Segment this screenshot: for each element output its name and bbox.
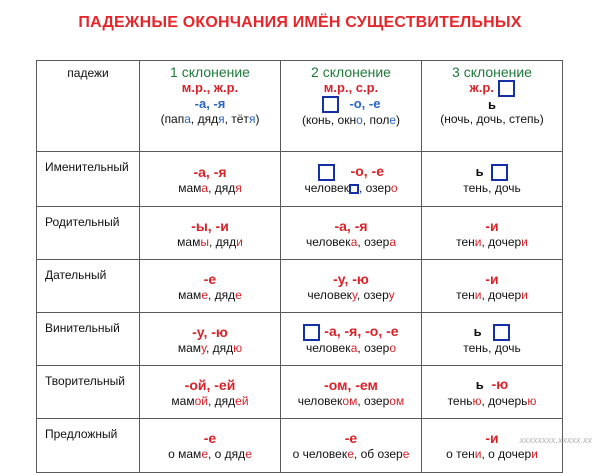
zero-ending-square-icon — [349, 184, 359, 194]
header-row — [37, 61, 563, 152]
decl-gender: ж.р. — [422, 80, 562, 97]
table-row — [37, 366, 563, 419]
ending-cell: -о, -е человек , озеро — [281, 152, 422, 207]
decl-example: (ночь, дочь, степь) — [440, 112, 544, 127]
decl-endings: -о, -е — [281, 96, 421, 113]
header-decl-2 — [281, 61, 422, 152]
decl-name: 3 склонение — [452, 64, 532, 80]
case-name: Дательный — [37, 260, 140, 313]
header-cases: падежи — [37, 61, 140, 152]
table-row — [37, 207, 563, 260]
decl-name: 1 склонение — [170, 64, 250, 80]
decl-gender: м.р., с.р. — [323, 80, 379, 95]
header-decl-3 — [422, 61, 563, 152]
zero-ending-square-icon — [498, 80, 515, 97]
zero-ending-square-icon — [318, 164, 335, 181]
ending-cell: -у, -ю маму, дядю — [140, 313, 281, 366]
decl-example: (папа, дядя, тётя) — [160, 112, 260, 126]
header-decl-1 — [140, 61, 281, 152]
page-title: ПАДЕЖНЫЕ ОКОНЧАНИЯ ИМЁН СУЩЕСТВИТЕЛЬНЫХ — [78, 14, 522, 31]
ending-cell: -ом, -ем человеком, озером — [281, 366, 422, 419]
ending-cell: -а, -я, -о, -е человека, озеро — [281, 313, 422, 366]
case-name: Предложный — [37, 419, 140, 473]
ending-cell: -и тени, дочери — [422, 207, 563, 260]
ending-cell: -и о тени, о дочери — [422, 419, 563, 473]
ending-cell: ь тень, дочь — [422, 313, 563, 366]
case-name: Винительный — [37, 313, 140, 366]
ending-cell: ь тень, дочь — [422, 152, 563, 207]
ending-cell: -ой, -ей мамой, дядей — [140, 366, 281, 419]
ending-cell: -и тени, дочери — [422, 260, 563, 313]
case-name: Родительный — [37, 207, 140, 260]
zero-ending-square-icon — [493, 324, 510, 341]
ending-cell: -е о маме, о дяде — [140, 419, 281, 473]
ending-cell: -а, -я мама, дядя — [140, 152, 281, 207]
table-row — [37, 419, 563, 473]
zero-ending-square-icon — [303, 324, 320, 341]
case-name: Творительный — [37, 366, 140, 419]
table-row — [37, 260, 563, 313]
table-row — [37, 313, 563, 366]
decl-endings: -а, -я — [194, 96, 226, 111]
decl-gender: м.р., ж.р. — [181, 80, 239, 95]
case-name: Именительный — [37, 152, 140, 207]
zero-ending-square-icon — [491, 164, 508, 181]
table-row — [37, 152, 563, 207]
watermark: xxxxxxxx.xxxxx.xx — [519, 435, 592, 445]
zero-ending-square-icon — [322, 96, 339, 113]
ending-cell: ь -ю тенью, дочерью — [422, 366, 563, 419]
ending-cell: -е о человеке, об озере — [281, 419, 422, 473]
ending-cell: -ы, -и мамы, дяди — [140, 207, 281, 260]
decl-example: (конь, окно, поле) — [301, 113, 401, 128]
ending-cell: -е маме, дяде — [140, 260, 281, 313]
decl-name: 2 склонение — [311, 64, 391, 80]
endings-table — [36, 60, 563, 473]
ending-cell: -а, -я человека, озера — [281, 207, 422, 260]
decl-endings: ь — [488, 97, 496, 113]
ending-cell: -у, -ю человеку, озеру — [281, 260, 422, 313]
